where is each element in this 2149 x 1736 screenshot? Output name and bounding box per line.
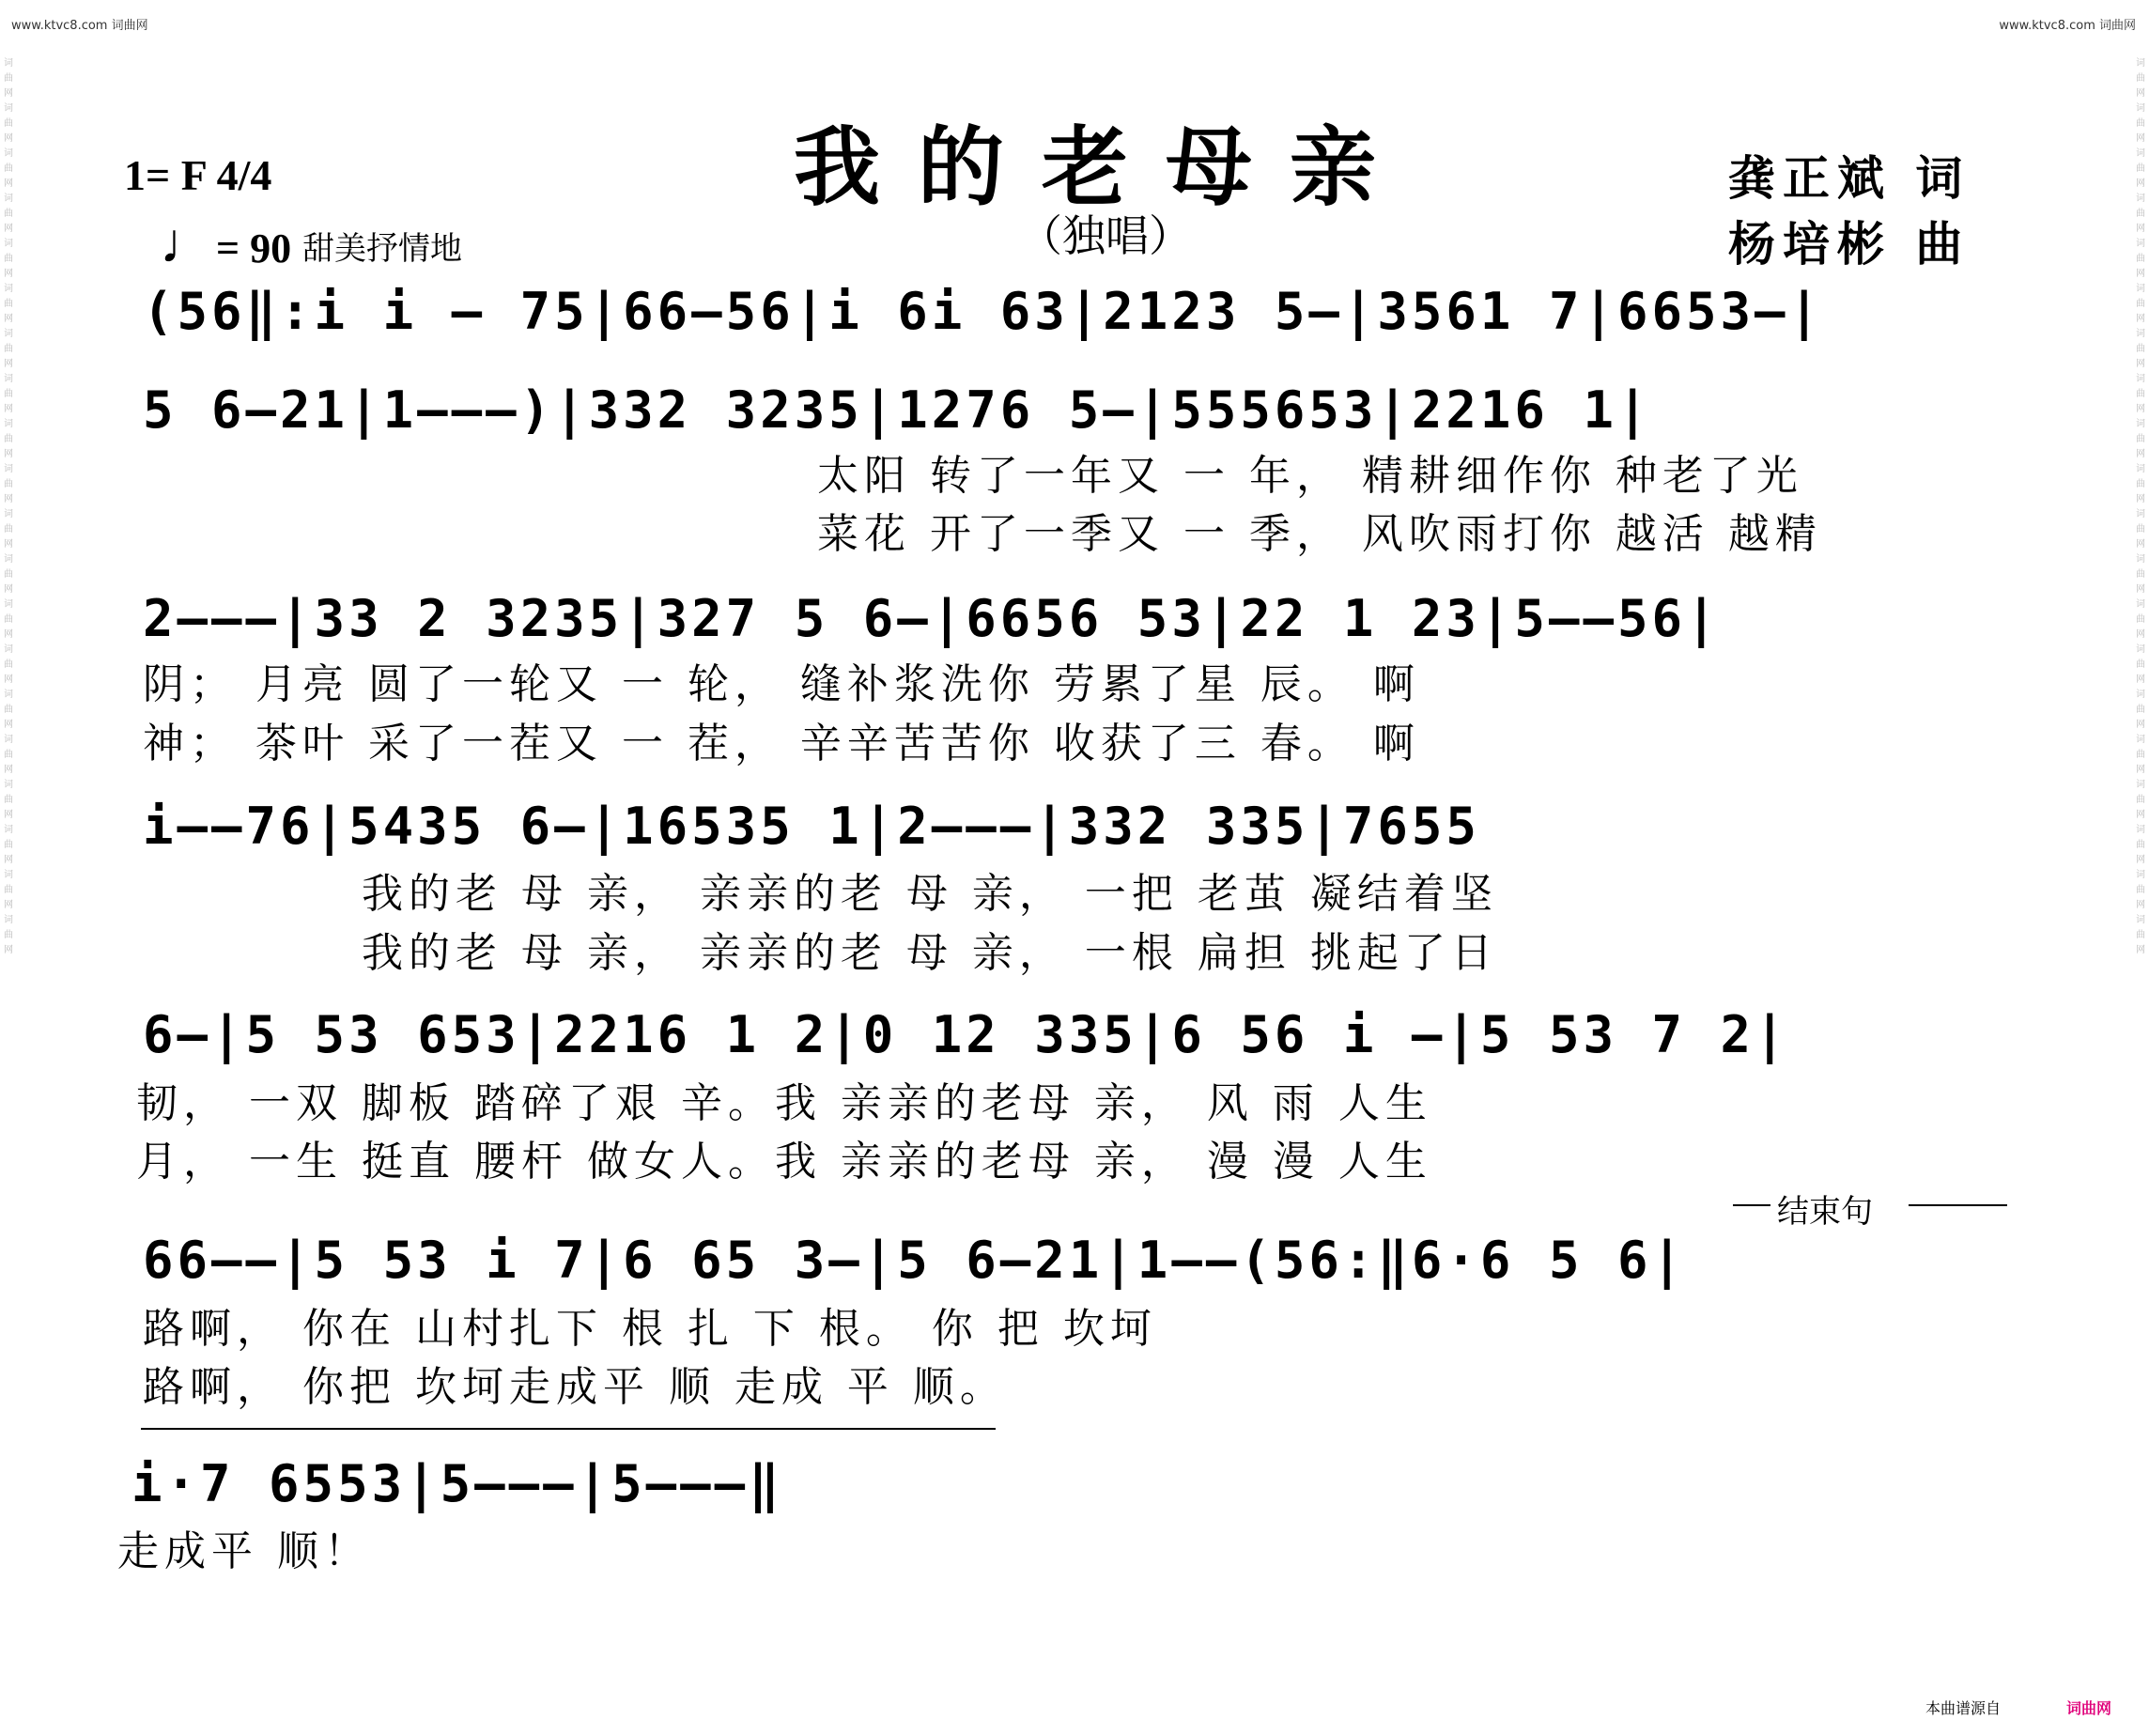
score-line-7-lyric-1: 走成平 顺！ [117, 1527, 371, 1575]
score-line-3-lyric-1: 阴； 月亮 圆了一轮又 一 轮， 缝补浆洗你 劳累了星 辰。 啊 [143, 660, 1420, 708]
quarter-note-icon: ♩ [160, 212, 216, 274]
tempo-marking [160, 211, 291, 276]
song-title: 我的老母亲 [794, 116, 1415, 218]
watermark-right: www.ktvc8.com 词曲网 [1999, 19, 2136, 33]
key-signature: 1= F 4/4 [124, 151, 272, 199]
coda-bracket-line [141, 1428, 996, 1430]
score-line-6-lyric-2: 路啊， 你把 坎坷走成平 顺 走成 平 顺。 [143, 1363, 1007, 1411]
ending-rule-left [1733, 1204, 1770, 1206]
side-watermark-left: 词曲网词曲网词曲网词曲网词曲网词曲网词曲网词曲网词曲网词曲网词曲网词曲网词曲网词曲网词曲网词曲网词曲网词曲网词曲网词曲网 [4, 58, 13, 955]
footer-site-link[interactable]: 词曲网 [2066, 1699, 2112, 1717]
score-line-5-notes: 6—|5 53 653|2216 1 2|0 12 335|6 56 i —|5 53 7 2| [143, 1005, 1789, 1064]
footer-source-label: 本曲谱源自 [1925, 1699, 2002, 1717]
score-line-6-lyric-1: 路啊， 你在 山村扎下 根 扎 下 根。 你 把 坎坷 [143, 1305, 1157, 1353]
tempo-value: = 90 [216, 225, 292, 271]
side-watermark-right: 词曲网词曲网词曲网词曲网词曲网词曲网词曲网词曲网词曲网词曲网词曲网词曲网词曲网词曲网词曲网词曲网词曲网词曲网词曲网词曲网 [2136, 58, 2145, 955]
score-line-7-notes: i·7 6553|5———|5———‖ [131, 1454, 783, 1513]
composer-credit: 杨培彬 曲 [1728, 216, 1971, 271]
score-line-4-lyric-2: 我的老 母 亲， 亲亲的老 母 亲， 一根 扁担 挑起了日 [362, 929, 1498, 977]
score-line-2-lyric-2: 菜花 开了一季又 一 季， 风吹雨打你 越活 越精 [817, 510, 1822, 558]
score-line-1-notes: (56‖:i i — 75|66—56|i 6i 63|2123 5—|3561 7|6653—| [143, 282, 1824, 341]
score-line-4-lyric-1: 我的老 母 亲， 亲亲的老 母 亲， 一把 老茧 凝结着坚 [362, 870, 1498, 918]
expression-marking: 甜美抒情地 [302, 230, 462, 268]
watermark-left: www.ktvc8.com 词曲网 [11, 19, 148, 33]
ending-label: 结束句 [1777, 1193, 1873, 1231]
score-line-3-lyric-2: 神； 茶叶 采了一茬又 一 茬， 辛辛苦苦你 收获了三 春。 啊 [143, 720, 1420, 767]
song-subtitle: （独唱） [1019, 210, 1192, 261]
score-line-3-notes: 2———|33 2 3235|327 5 6—|6656 53|22 1 23|5——56| [143, 589, 1721, 648]
score-line-2-notes: 5 6—21|1———)|332 3235|1276 5—|555653|2216 1| [143, 380, 1652, 440]
score-line-5-lyric-1: 韧， 一双 脚板 踏碎了艰 辛。我 亲亲的老母 亲， 风 雨 人生 [136, 1079, 1432, 1127]
lyricist-credit: 龚正斌 词 [1728, 150, 1971, 206]
ending-rule-right [1909, 1204, 2007, 1206]
score-line-4-notes: i——76|5435 6—|16535 1|2———|332 335|7655 [143, 797, 1480, 856]
score-line-6-notes: 66——|5 53 i 7|6 65 3—|5 6—21|1——(56:‖6·6 5 6| [143, 1231, 1686, 1290]
score-line-5-lyric-2: 月， 一生 挺直 腰杆 做女人。我 亲亲的老母 亲， 漫 漫 人生 [136, 1138, 1432, 1186]
score-line-2-lyric-1: 太阳 转了一年又 一 年， 精耕细作你 种老了光 [817, 452, 1803, 500]
